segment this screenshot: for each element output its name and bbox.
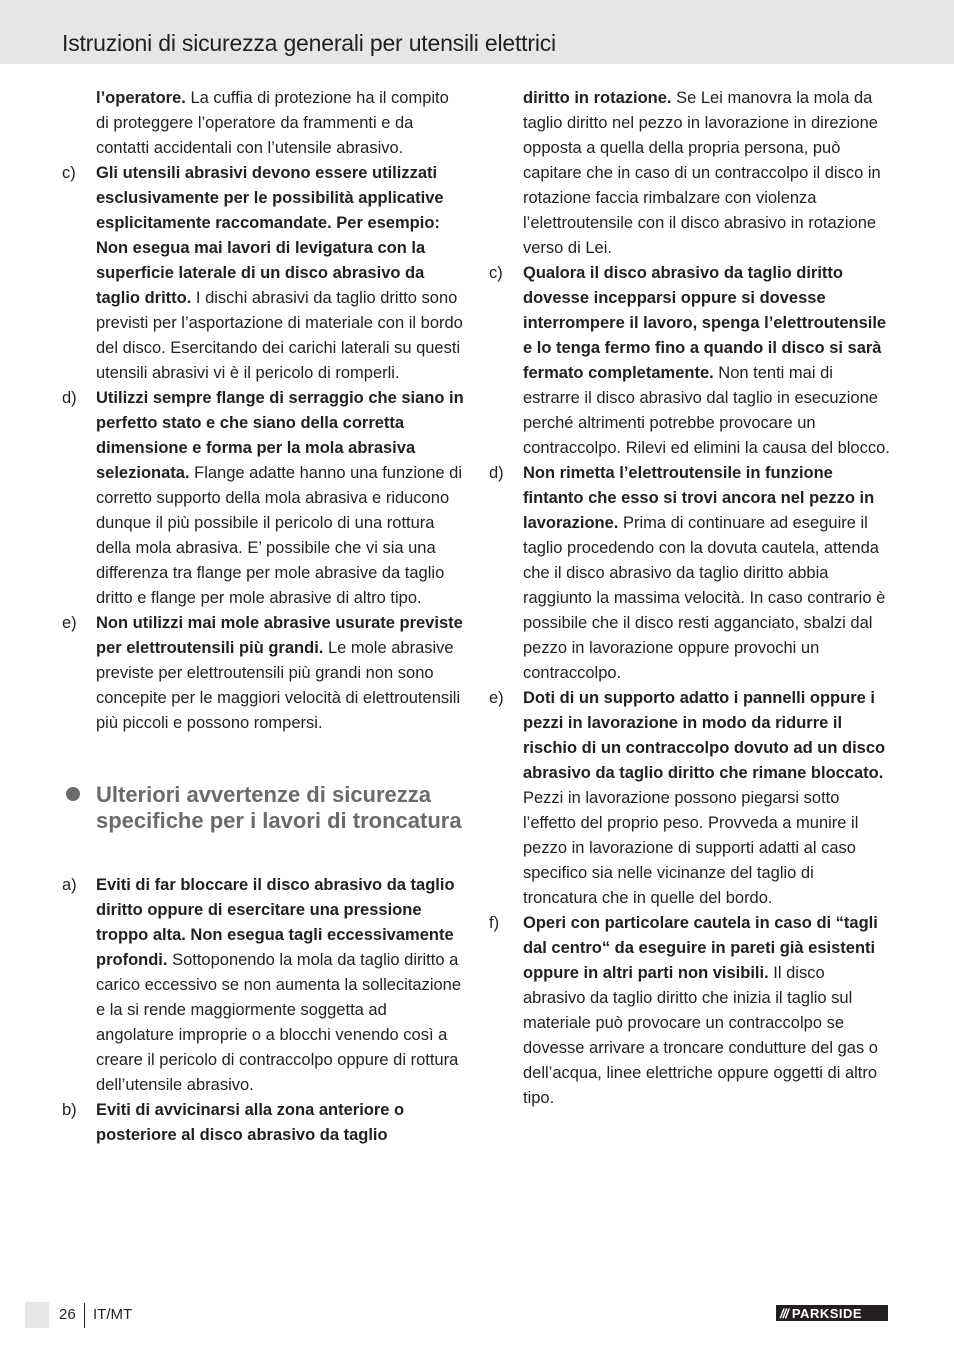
item-bold: Eviti di far bloccare il disco abrasivo da taglio diritto oppure di esercitare una pressione troppo alta. Non esegua tagli eccessivamente profondi.	[96, 876, 455, 969]
item-bold: Doti di un supporto adatto i pannelli oppure i pezzi in lavorazione in modo da ridurre il rischio di un contraccolpo dovuto ad un disco abrasivo da taglio diritto che rimane bloccato.	[523, 689, 886, 782]
intro-bold: l’operatore.	[96, 89, 186, 107]
language-code: IT/MT	[93, 1306, 133, 1323]
item-text: Le mole abrasive previste per elettroutensili più grandi non sono concepite per le maggiori velocità di elettroutensili più piccoli e possono rompersi.	[96, 639, 461, 732]
footer-divider	[84, 1303, 85, 1328]
bullet-icon	[66, 787, 80, 801]
item-letter: d)	[489, 464, 504, 482]
item-text: Sottoponendo la mola da taglio diritto a carico eccessivo se non aumenta la sollecitazione e la si rende maggiormente soggetta ad angolature improprie o a blocchi venendo così a creare il pericolo di contraccolpo oppure di rottura dell’utensile abrasivo.	[96, 951, 462, 1094]
logo-text: PARKSIDE	[791, 1305, 863, 1321]
item-bold: Non utilizzi mai mole abrasive usurate previste per elettroutensili più grandi.	[96, 614, 463, 657]
item-letter: b)	[62, 1101, 77, 1119]
item-bold: Eviti di avvicinarsi alla zona anteriore o posteriore al disco abrasivo da taglio	[96, 1101, 405, 1144]
list-item	[62, 161, 464, 386]
item-bold: Non rimetta l’elettroutensile in funzione fintanto che esso si trovi ancora nel pezzo in lavorazione.	[523, 464, 875, 532]
intro-text: La cuffia di protezione ha il compito di proteggere l’operatore da frammenti e da contatti accidentali con l’utensile abrasivo.	[96, 89, 449, 157]
item-bold: Qualora il disco abrasivo da taglio diritto dovesse incepparsi oppure si dovesse interrompere il lavoro, spenga l’elettroutensile e lo tenga fermo fino a quando il disco si sarà fermato completamente.	[523, 264, 887, 382]
list-item	[489, 461, 891, 686]
item-text: I dischi abrasivi da taglio dritto sono previsti per l’asportazione di materiale con il bordo del disco. Esercitando dei carichi laterali su questi utensili abrasivi vi è il pericolo di romperli.	[96, 289, 463, 382]
section-heading	[62, 782, 464, 833]
left-column	[62, 86, 464, 1148]
intro-text: Se Lei manovra la mola da taglio diritto nel pezzo in lavorazione in direzione opposta a quella della propria persona, può capitare che in caso di un contraccolpo il disco in rotazione faccia rimbalzare con violenza l’elettroutensile con il disco abrasivo in rotazione verso di Lei.	[523, 89, 881, 257]
intro-bold: diritto in rotazione.	[523, 89, 672, 107]
item-text: Il disco abrasivo da taglio diritto che inizia il taglio sul materiale può provocare un contraccolpo se dovesse arrivare a troncare condutture del gas o dell’acqua, linee elettriche oppure oggetti di altro tipo.	[523, 964, 878, 1107]
item-text: Prima di continuare ad eseguire il taglio procedendo con la dovuta cautela, attenda che il disco abrasivo da taglio diritto abbia raggiunto la massima velocità. In caso contrario è possibile che il disco resti agganciato, sbalzi dal pezzo in lavorazione oppure provochi un contraccolpo.	[523, 514, 886, 682]
parkside-logo	[776, 1305, 888, 1321]
list-item	[489, 261, 891, 461]
list-item	[489, 686, 891, 911]
item-letter: a)	[62, 876, 77, 894]
footer-box	[25, 1302, 49, 1328]
page-title: Istruzioni di sicurezza generali per utensili elettrici	[62, 30, 556, 56]
intro-paragraph	[62, 86, 464, 161]
logo-slashes-icon: ///	[780, 1305, 788, 1321]
item-letter: c)	[489, 264, 503, 282]
item-text: Non tenti mai di estrarre il disco abrasivo dal taglio in esecuzione perché altrimenti potrebbe provocare un contraccolpo. Rilevi ed elimini la causa del blocco.	[523, 364, 890, 457]
intro-paragraph	[489, 86, 891, 261]
item-bold: Gli utensili abrasivi devono essere utilizzati esclusivamente per le possibilità applicative esplicitamente raccomandate. Per esempio: Non esegua mai lavori di levigatura con la superficie laterale di un disco abrasivo da taglio dritto.	[96, 164, 444, 307]
section-title: Ulteriori avvertenze di sicurezza specifiche per i lavori di troncatura	[96, 782, 462, 833]
item-letter: e)	[62, 614, 77, 632]
list-item	[62, 611, 464, 736]
list-item	[62, 386, 464, 611]
list-item	[62, 1098, 464, 1148]
list-item	[489, 911, 891, 1111]
item-bold: Operi con particolare cautela in caso di “tagli dal centro“ da eseguire in pareti già esistenti oppure in altri parti non visibili.	[523, 914, 878, 982]
item-letter: c)	[62, 164, 76, 182]
right-column	[489, 86, 891, 1111]
list-item	[62, 873, 464, 1098]
item-bold: Utilizzi sempre flange di serraggio che siano in perfetto stato e che siano della corretta dimensione e forma per la mola abrasiva selezionata.	[96, 389, 464, 482]
item-text: Pezzi in lavorazione possono piegarsi sotto l’effetto del proprio peso. Provveda a munire il pezzo in lavorazione di supporti adatti al caso specifico sia nelle vicinanze del taglio di troncatura che in quelle del bordo.	[523, 789, 859, 907]
item-text: Flange adatte hanno una funzione di corretto supporto della mola abrasiva e riducono dunque il più possibile il pericolo di una rottura della mola abrasiva. E’ possibile che vi sia una differenza tra flange per mole abrasive da taglio dritto e flange per mole abrasive di altro tipo.	[96, 464, 463, 607]
item-letter: f)	[489, 914, 500, 932]
item-letter: d)	[62, 389, 77, 407]
page-number: 26	[59, 1306, 76, 1323]
item-letter: e)	[489, 689, 504, 707]
